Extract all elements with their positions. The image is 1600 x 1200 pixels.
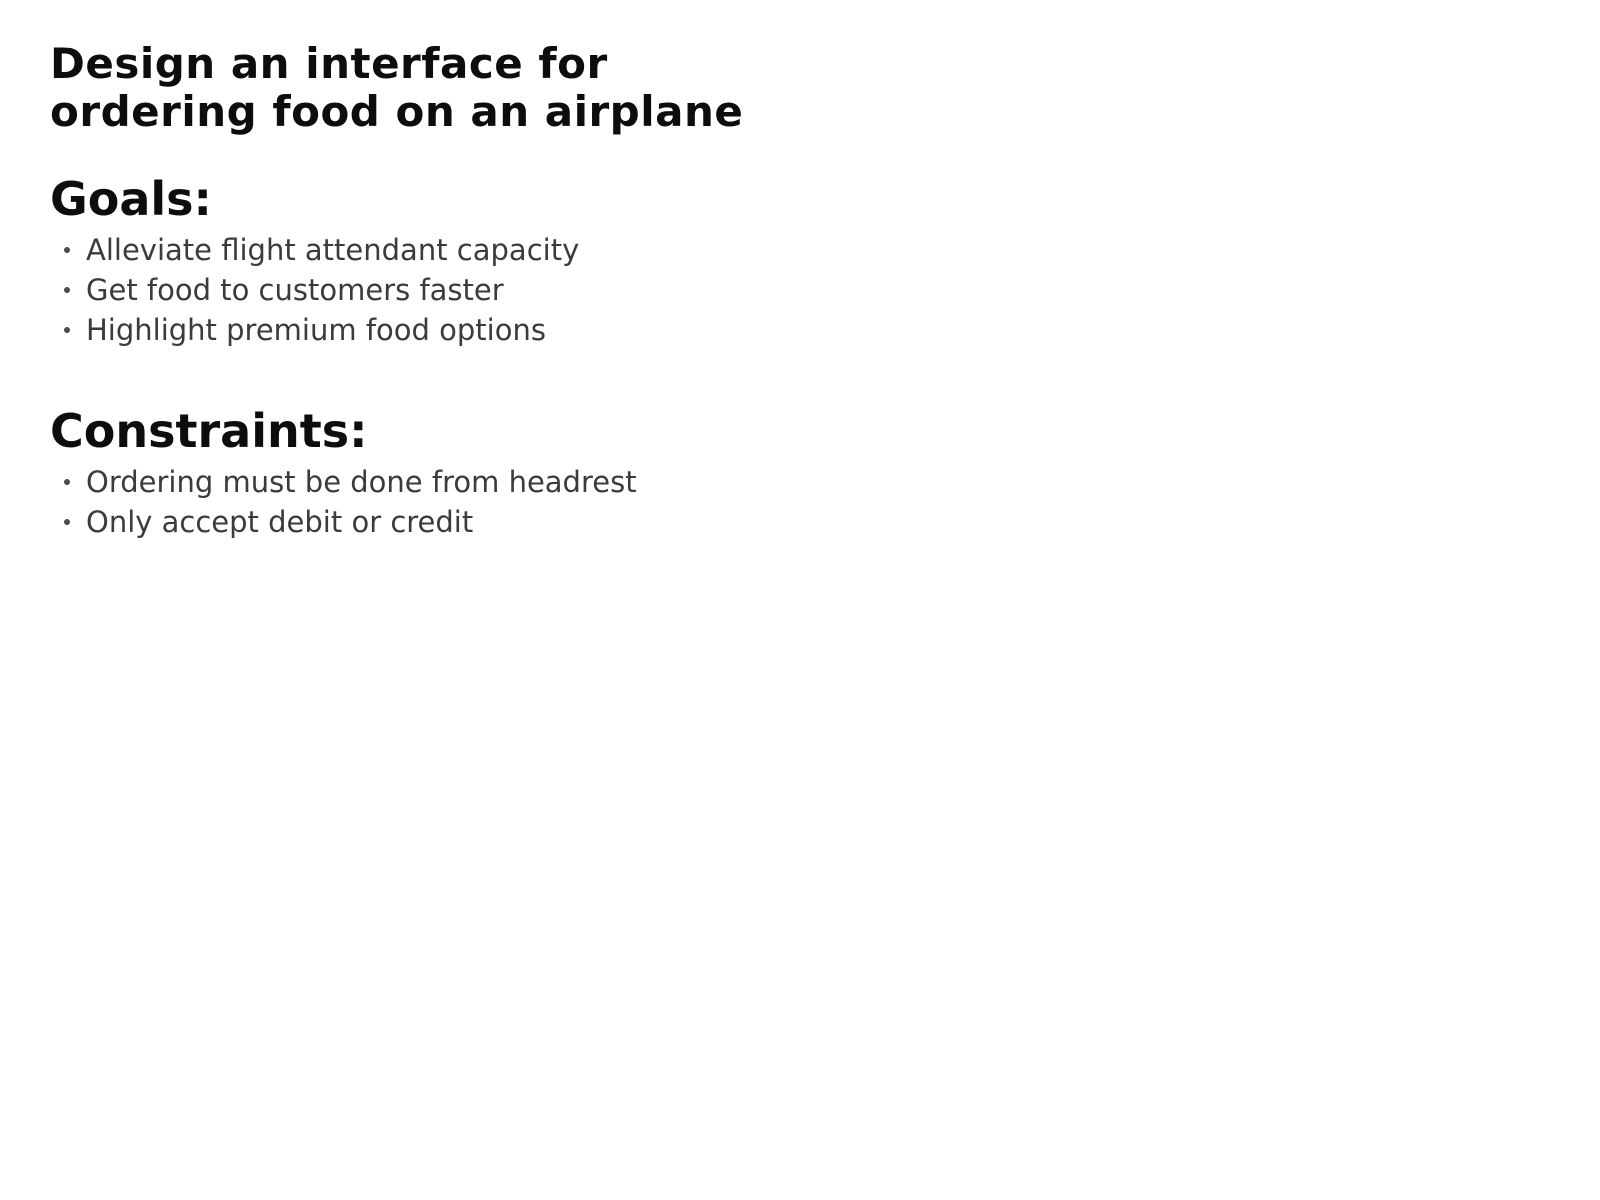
constraint-item-text: Ordering must be done from headrest <box>86 465 637 499</box>
goal-item <box>50 230 810 270</box>
goals-section <box>50 172 810 350</box>
goal-item-text: Get food to customers faster <box>86 273 504 307</box>
constraint-item <box>50 502 810 542</box>
bullet-icon <box>64 519 70 525</box>
goal-item-text: Alleviate flight attendant capacity <box>86 233 580 267</box>
page-title <box>50 40 810 136</box>
constraints-heading: Constraints: <box>50 404 368 458</box>
title-line-2: ordering food on an airplane <box>50 87 744 136</box>
goal-item <box>50 270 810 310</box>
constraint-item-text: Only accept debit or credit <box>86 505 474 539</box>
goals-heading: Goals: <box>50 172 212 226</box>
constraint-item <box>50 462 810 502</box>
bullet-icon <box>64 287 70 293</box>
title-line-1: Design an interface for <box>50 39 608 88</box>
goals-list <box>50 230 810 350</box>
bullet-icon <box>64 479 70 485</box>
constraints-section <box>50 404 810 542</box>
goal-item <box>50 310 810 350</box>
constraints-list <box>50 462 810 542</box>
goal-item-text: Highlight premium food options <box>86 313 546 347</box>
bullet-icon <box>64 247 70 253</box>
design-brief <box>50 40 810 542</box>
bullet-icon <box>64 327 70 333</box>
